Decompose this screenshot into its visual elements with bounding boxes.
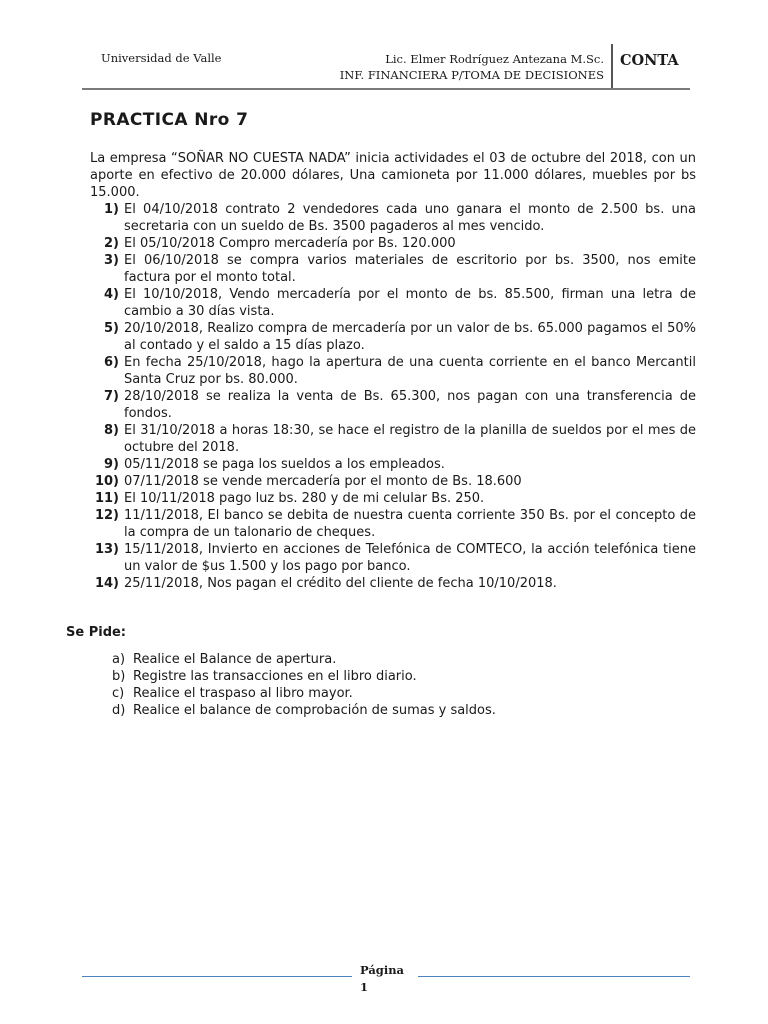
institution-name: Universidad de Valle xyxy=(101,51,222,65)
requirement-item-text: Realice el traspaso al libro mayor. xyxy=(133,686,353,701)
page-title: PRACTICA Nro 7 xyxy=(90,110,249,130)
transaction-item-text: 25/11/2018, Nos pagan el crédito del cliente de fecha 10/10/2018. xyxy=(124,576,557,591)
transaction-item-number: 10) xyxy=(94,474,119,489)
transaction-item-number: 9) xyxy=(104,457,119,472)
footer-rule-left xyxy=(82,976,352,977)
transaction-item-text: 28/10/2018 se realiza la venta de Bs. 65.300, nos pagan con una transferencia de fondos. xyxy=(124,389,696,421)
course-name: INF. FINANCIERA P/TOMA DE DECISIONES xyxy=(339,68,604,82)
transaction-item-text: 20/10/2018, Realizo compra de mercadería por un valor de bs. 65.000 pagamos el 50% al contado y el saldo a 15 días plazo. xyxy=(124,321,696,353)
transaction-item-number: 12) xyxy=(94,508,119,523)
footer-rule-right xyxy=(418,976,690,977)
transaction-item-text: El 10/10/2018, Vendo mercadería por el monto de bs. 85.500, firman una letra de cambio a 30 días vista. xyxy=(124,287,696,319)
header-separator xyxy=(611,44,613,88)
requirement-item xyxy=(112,685,496,702)
transaction-item-text: El 04/10/2018 contrato 2 vendedores cada uno ganara el monto de 2.500 bs. una secretaria con un sueldo de Bs. 3500 pagaderos al mes vencido. xyxy=(124,202,696,234)
transaction-item-number: 2) xyxy=(104,236,119,251)
transaction-item xyxy=(90,320,696,354)
transaction-item-number: 13) xyxy=(94,542,119,557)
transaction-item-text: 15/11/2018, Invierto en acciones de Telefónica de COMTECO, la acción telefónica tiene un valor de $us 1.500 y los pago por banco. xyxy=(124,542,696,574)
transaction-item-number: 7) xyxy=(104,389,119,404)
requirement-item-number: a) xyxy=(112,652,126,667)
transaction-item xyxy=(90,507,696,541)
transaction-item-number: 5) xyxy=(104,321,119,336)
transaction-item xyxy=(90,490,696,507)
requirement-item xyxy=(112,702,496,719)
requirements-list xyxy=(112,651,496,719)
transaction-item xyxy=(90,575,696,592)
transaction-item xyxy=(90,422,696,456)
transaction-item-number: 1) xyxy=(104,202,119,217)
page-number: 1 xyxy=(360,980,369,994)
transaction-item xyxy=(90,201,696,235)
transaction-item xyxy=(90,354,696,388)
requirements-heading: Se Pide: xyxy=(66,625,127,640)
requirement-item-number: d) xyxy=(112,703,126,718)
transaction-item-number: 4) xyxy=(104,287,119,302)
transaction-item-text: 07/11/2018 se vende mercadería por el monto de Bs. 18.600 xyxy=(124,474,522,489)
transaction-item xyxy=(90,473,696,490)
transaction-item-number: 8) xyxy=(104,423,119,438)
requirement-item-text: Registre las transacciones en el libro diario. xyxy=(133,669,417,684)
author-name: Lic. Elmer Rodríguez Antezana M.Sc. xyxy=(385,52,604,66)
transaction-item xyxy=(90,456,696,473)
page-label: Página xyxy=(360,963,405,977)
course-tag: CONTA xyxy=(620,52,679,69)
transaction-item xyxy=(90,541,696,575)
transaction-item xyxy=(90,388,696,422)
requirement-item-text: Realice el Balance de apertura. xyxy=(133,652,337,667)
header-right-block xyxy=(340,51,604,83)
header-rule xyxy=(82,88,690,90)
transaction-item-number: 14) xyxy=(94,576,119,591)
intro-paragraph: La empresa “SOÑAR NO CUESTA NADA” inicia actividades el 03 de octubre del 2018, con un aporte en efectivo de 20.000 dólares, Una camioneta por 11.000 dólares, muebles por bs 15.000. xyxy=(90,151,696,200)
transaction-item-text: El 05/10/2018 Compro mercadería por Bs. 120.000 xyxy=(124,236,456,251)
transaction-item-number: 6) xyxy=(104,355,119,370)
transaction-item-number: 3) xyxy=(104,253,119,268)
transaction-item xyxy=(90,286,696,320)
requirement-item-text: Realice el balance de comprobación de sumas y saldos. xyxy=(133,703,496,718)
requirement-item xyxy=(112,651,496,668)
transaction-item-text: 11/11/2018, El banco se debita de nuestra cuenta corriente 350 Bs. por el concepto de la compra de un talonario de cheques. xyxy=(124,508,696,540)
requirement-item-number: b) xyxy=(112,669,126,684)
transaction-item-text: El 31/10/2018 a horas 18:30, se hace el registro de la planilla de sueldos por el mes de octubre del 2018. xyxy=(124,423,696,455)
requirement-item xyxy=(112,668,496,685)
transaction-item xyxy=(90,235,696,252)
transaction-item xyxy=(90,252,696,286)
transaction-item-text: El 10/11/2018 pago luz bs. 280 y de mi celular Bs. 250. xyxy=(124,491,485,506)
transaction-item-number: 11) xyxy=(94,491,119,506)
transactions-list xyxy=(90,201,696,592)
transaction-item-text: 05/11/2018 se paga los sueldos a los empleados. xyxy=(124,457,445,472)
page-indicator xyxy=(360,962,404,996)
transaction-item-text: En fecha 25/10/2018, hago la apertura de una cuenta corriente en el banco Mercantil Santa Cruz por bs. 80.000. xyxy=(124,355,696,387)
transaction-item-text: El 06/10/2018 se compra varios materiales de escritorio por bs. 3500, nos emite factura por el monto total. xyxy=(124,253,696,285)
requirement-item-number: c) xyxy=(112,686,125,701)
